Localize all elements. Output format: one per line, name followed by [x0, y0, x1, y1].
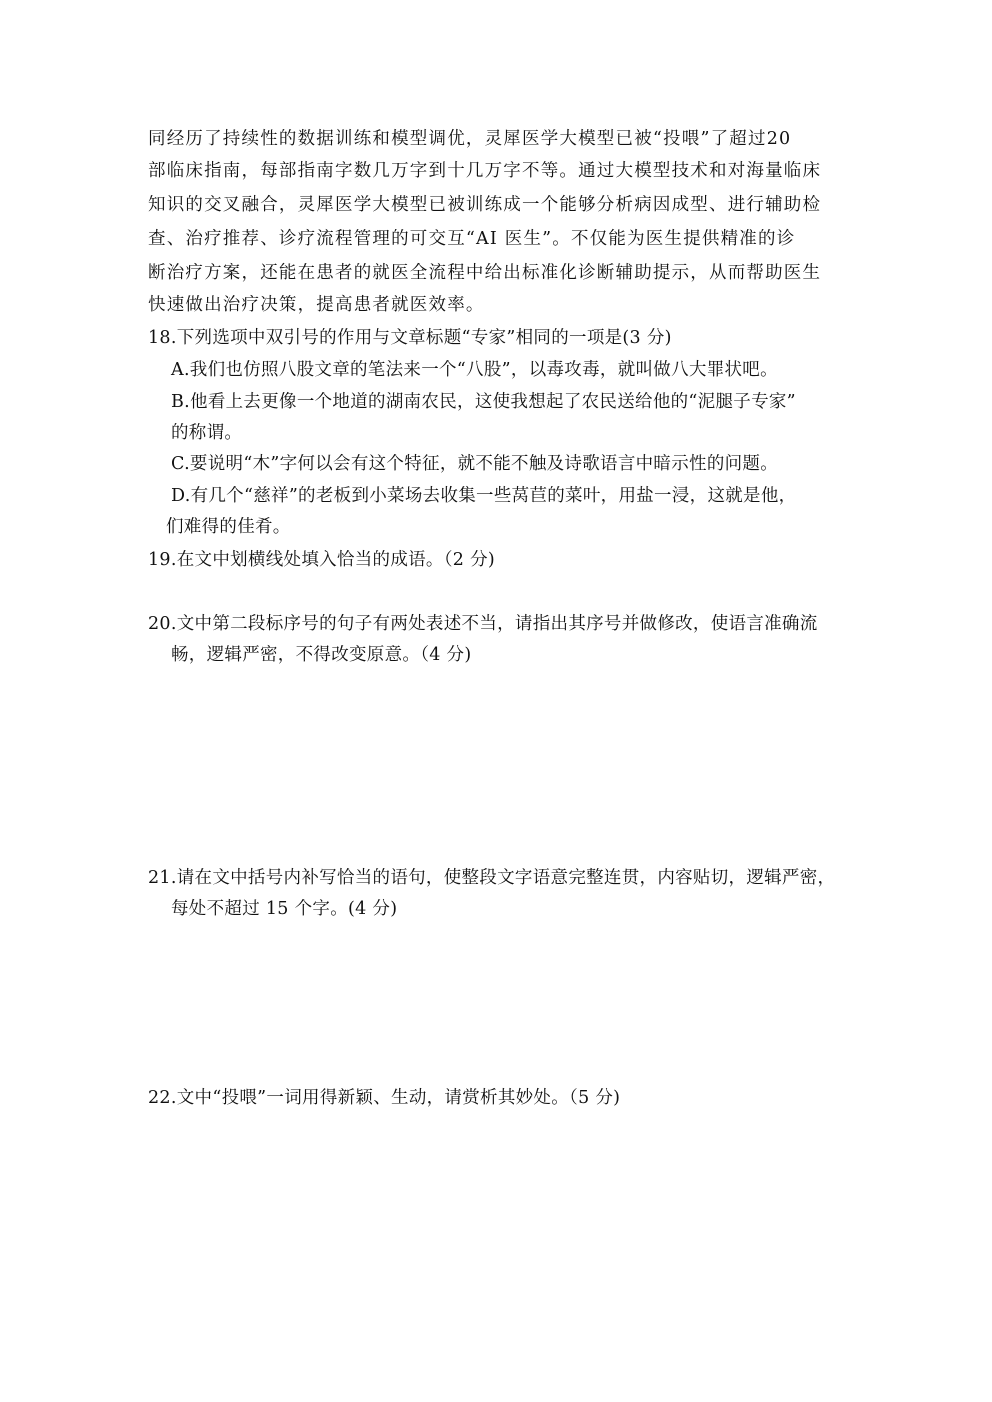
passage-line: 部临床指南，每部指南字数几万字到十几万字不等。通过大模型技术和对海量临床	[148, 161, 822, 181]
question-22-stem: 22.文中“投喂”一词用得新颖、生动，请赏析其妙处。（5 分)	[148, 1088, 621, 1108]
passage-line: 查、治疗推荐、诊疗流程管理的可交互“AI 医生”。不仅能为医生提供精准的诊	[148, 229, 796, 249]
passage-line: 知识的交叉融合，灵犀医学大模型已被训练成一个能够分析病因成型、进行辅助检	[148, 195, 822, 215]
question-18-stem: 18.下列选项中双引号的作用与文章标题“专家”相同的一项是(3 分)	[148, 328, 672, 348]
question-21-stem: 21.请在文中括号内补写恰当的语句，使整段文字语意完整连贯，内容贴切，逻辑严密，	[148, 868, 836, 888]
passage-line: 快速做出治疗决策，提高患者就医效率。	[148, 295, 485, 315]
question-18-option-b: B.他看上去更像一个地道的湖南农民，这使我想起了农民送给他的“泥腿子专家”	[171, 392, 796, 412]
passage-line: 断治疗方案，还能在患者的就医全流程中给出标准化诊断辅助提示，从而帮助医生	[148, 263, 822, 283]
passage-line: 同经历了持续性的数据训练和模型调优，灵犀医学大模型已被“投喂”了超过20	[148, 129, 792, 149]
question-21-stem-cont: 每处不超过 15 个字。(4 分)	[171, 899, 398, 919]
question-18-option-c: C.要说明“木”字何以会有这个特征，就不能不触及诗歌语言中暗示性的问题。	[171, 454, 779, 474]
question-18-option-d-cont: 们难得的佳肴。	[166, 517, 291, 537]
question-18-option-d: D.有几个“慈祥”的老板到小菜场去收集一些莴苣的菜叶，用盐一浸，这就是他，	[171, 486, 797, 506]
question-18-option-b-cont: 的称谓。	[171, 423, 243, 443]
question-18-option-a: A.我们也仿照八股文章的笔法来一个“八股”，以毒攻毒，就叫做八大罪状吧。	[171, 360, 778, 380]
question-20-stem: 20.文中第二段标序号的句子有两处表述不当，请指出其序号并做修改，使语言准确流	[148, 614, 818, 634]
question-20-stem-cont: 畅，逻辑严密，不得改变原意。（4 分)	[171, 645, 472, 665]
question-19-stem: 19.在文中划横线处填入恰当的成语。（2 分)	[148, 550, 496, 570]
